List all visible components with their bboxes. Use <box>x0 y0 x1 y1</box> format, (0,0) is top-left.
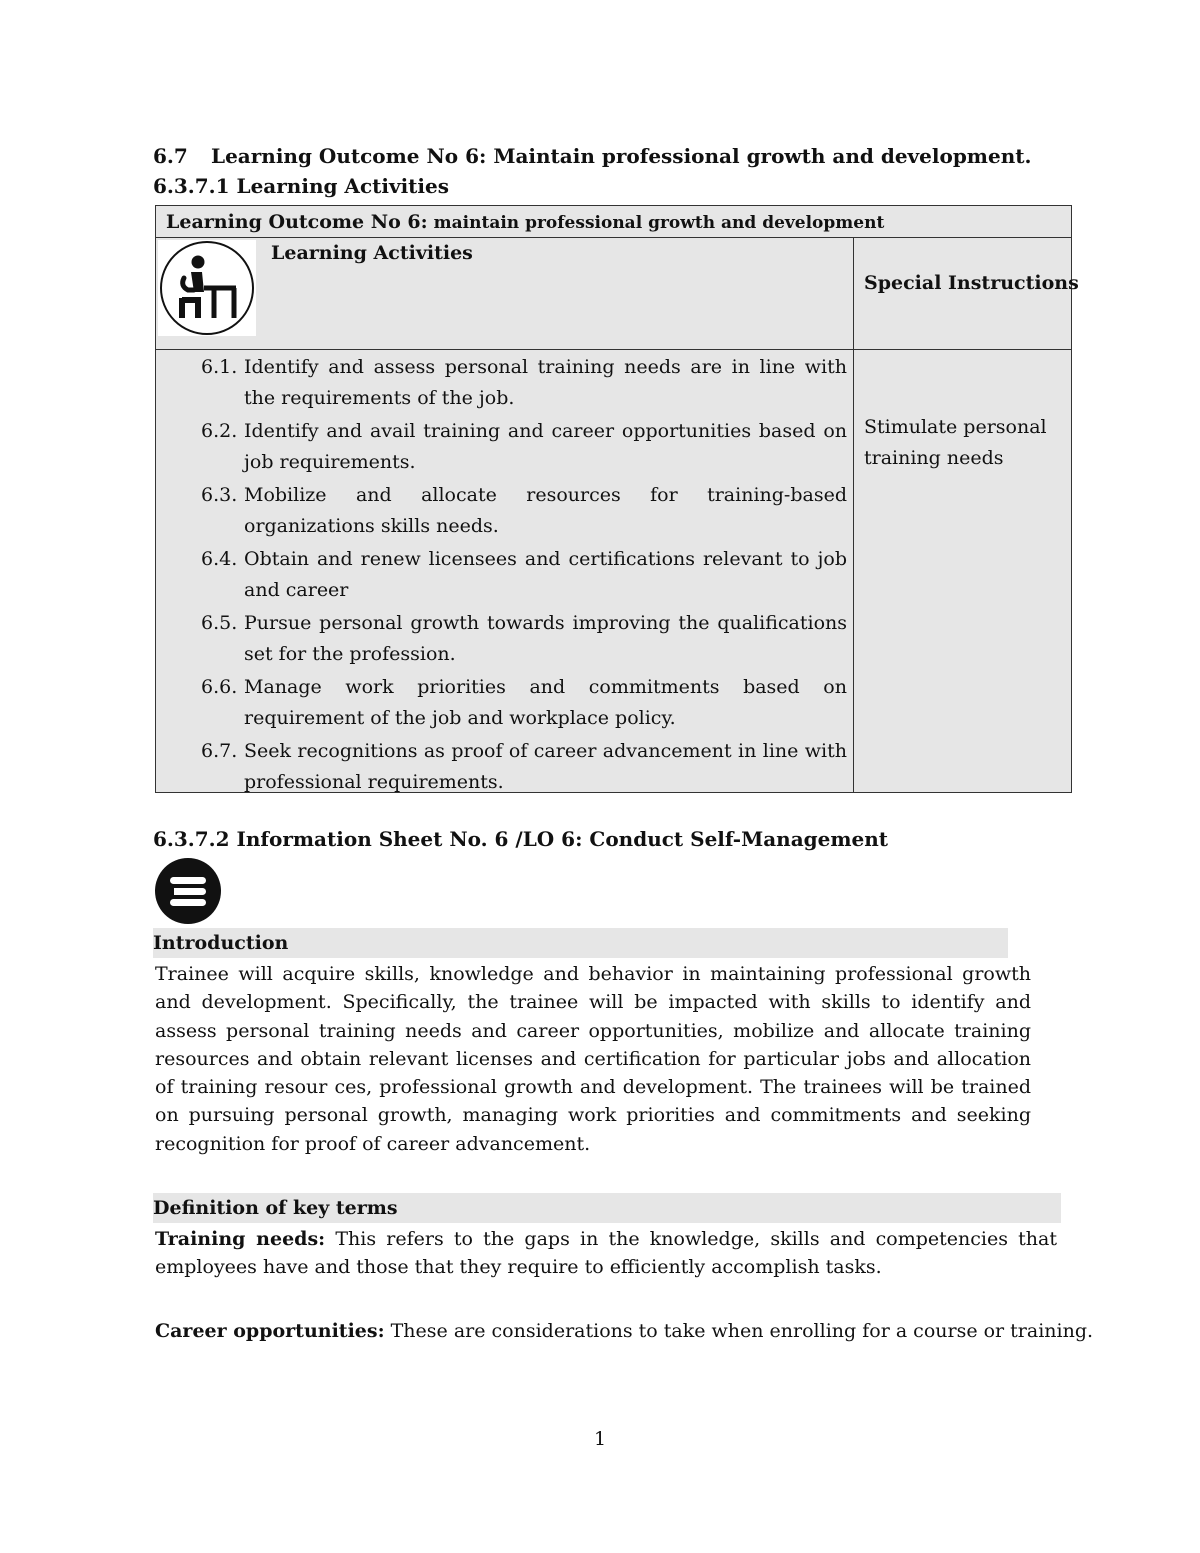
header-divider <box>156 349 1071 350</box>
list-item <box>201 544 847 606</box>
section-heading <box>153 141 1031 171</box>
list-item-text: Seek recognitions as proof of career advancement in line with professional requirements. <box>244 740 847 793</box>
list-item <box>201 480 847 542</box>
section-title: Learning Outcome No 6: Maintain professional growth and development. <box>211 144 1032 168</box>
list-item-number: 6.3. <box>201 484 238 506</box>
info-sheet-subheading: 6.3.7.2 Information Sheet No. 6 /LO 6: Conduct Self-Management <box>153 827 889 851</box>
list-item <box>201 736 847 798</box>
column-divider <box>853 238 854 792</box>
list-item-text: Pursue personal growth towards improving the qualifications set for the profession. <box>244 612 847 665</box>
career-opportunities-text: These are considerations to take when enrolling for a course or training. <box>384 1320 1094 1342</box>
activities-list <box>201 352 847 800</box>
list-item-text: Identify and avail training and career opportunities based on job requirements. <box>244 420 847 473</box>
introduction-label: Introduction <box>153 928 1008 958</box>
list-item-text: Manage work priorities and commitments based on requirement of the job and workplace policy. <box>244 676 847 729</box>
list-item <box>201 672 847 734</box>
training-needs-term: Training needs: <box>155 1228 326 1250</box>
activities-column-header: Learning Activities <box>271 242 473 264</box>
special-instruction-text: Stimulate personal training needs <box>864 416 1047 469</box>
person-at-desk-icon <box>158 240 256 336</box>
list-item <box>201 416 847 478</box>
training-needs-definition <box>155 1225 1057 1282</box>
career-opportunities-term: Career opportunities: <box>155 1320 385 1342</box>
section-number: 6.7 <box>153 144 188 168</box>
definitions-label: Definition of key terms <box>153 1193 1061 1223</box>
list-item-number: 6.6. <box>201 676 238 698</box>
information-sheet-icon <box>154 857 222 925</box>
table-title-rest: maintain professional growth and development <box>433 213 885 233</box>
list-item-text: Identify and assess personal training needs are in line with the requirements of the job. <box>244 356 847 409</box>
page-number: 1 <box>593 1428 607 1450</box>
special-instructions-column-header: Special Instructions <box>864 272 1079 294</box>
introduction-paragraph: Trainee will acquire skills, knowledge and behavior in maintaining professional growth and development. Specifically, the trainee will be impacted with skills to identify and assess personal training needs and career opportunities, mobilize and allocate training resources and obtain relevant licenses and certification for particular jobs and allocation of training resour ces, professional growth and development. The trainees will be trained on pursuing personal growth, managing work priorities and commitments and seeking recognition for proof of career advancement. <box>155 963 1031 1155</box>
list-item-text: Obtain and renew licensees and certifications relevant to job and career <box>244 548 847 601</box>
list-item-text: Mobilize and allocate resources for training-based organizations skills needs. <box>244 484 847 537</box>
list-item-number: 6.4. <box>201 548 238 570</box>
list-item-number: 6.2. <box>201 420 238 442</box>
list-item <box>201 352 847 414</box>
table-title-row <box>156 206 1071 238</box>
table-title-prefix: Learning Outcome No 6: <box>166 211 428 233</box>
career-opportunities-definition <box>155 1317 1094 1345</box>
learning-activities-table <box>155 205 1079 793</box>
list-item-number: 6.7. <box>201 740 238 762</box>
list-item <box>201 608 847 670</box>
activities-subheading: 6.3.7.1 Learning Activities <box>153 174 449 198</box>
list-item-number: 6.5. <box>201 612 238 634</box>
list-item-number: 6.1. <box>201 356 238 378</box>
training-needs-text: This refers to the gaps in the knowledge, skills and competencies that employees have and those that they require to efficiently accomplish tasks. <box>155 1228 1057 1279</box>
